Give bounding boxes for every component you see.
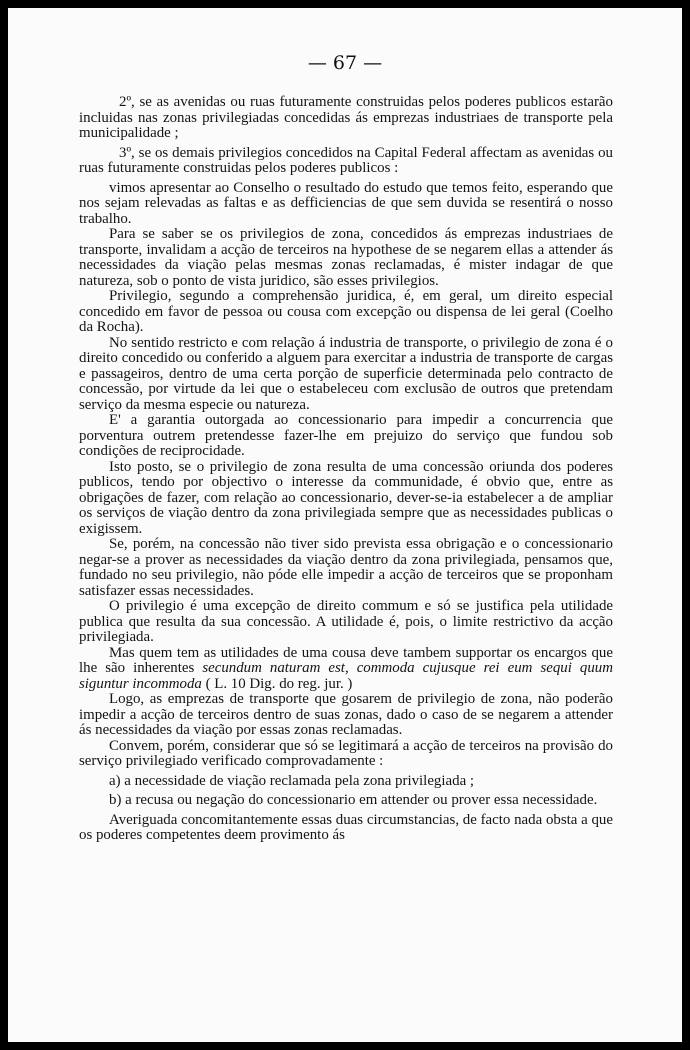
paragraph: Privilegio, segundo a comprehensão juridica, é, em geral, um direito especial concedido em favor de pessoa ou cousa com excepção ou dispensa de lei geral (Coelho da Rocha). (79, 288, 613, 335)
paragraph: 3º, se os demais privilegios concedidos na Capital Federal affectam as avenidas ou ruas futuramente construidas pelos poderes publicos : (79, 144, 613, 176)
paragraph: Para se saber se os privilegios de zona, concedidos ás emprezas industriaes de transporte, invalidam a acção de terceiros na hypothese de se negarem ellas a attender ás necessidades da viação pelas mesmas zonas reclamadas, é mister indagar de que natureza, sob o ponto de vista juridico, são esses privilegios. (79, 226, 613, 289)
paragraph: Convem, porém, considerar que só se legitimará a acção de terceiros na provisão do serviço privilegiado verificado comprovadamente : (79, 737, 613, 769)
document-body (79, 95, 613, 844)
document-page (8, 8, 682, 1042)
paragraph: O privilegio é uma excepção de direito commum e só se justifica pela utilidade publica que resulta da sua concessão. A utilidade é, pois, o limite restrictivo da acção privilegiada. (79, 598, 613, 645)
paragraph: Isto posto, se o privilegio de zona resulta de uma concessão oriunda dos poderes publicos, tendo por objectivo o interesse da communidade, é obvio que, entre as obrigações de fazer, com relação ao concessionario, dever-se-ia estabelecer a de ampliar os serviços de viação dentro da zona privilegiada sempre que as necessidades publicas o exigissem. (79, 458, 613, 537)
paragraph: Averiguada concomitantemente essas duas circumstancias, de facto nada obsta a que os poderes competentes deem provimento ás (79, 811, 613, 843)
paragraph-text: Mas quem tem as utilidades de uma cousa deve tambem supportar os encargos que lhe são inherentes (79, 644, 613, 676)
paragraph: 2º, se as avenidas ou ruas futuramente construidas pelos poderes publicos estarão incluidas nas zonas privilegiadas concedidas ás emprezas industriaes de transporte pela municipalidade ; (79, 94, 613, 141)
paragraph: Se, porém, na concessão não tiver sido prevista essa obrigação e o concessionario negar-se a prover as necessidades da viação dentro da zona privilegiada, pensamos que, fundado no seu privilegio, não póde elle impedir a acção de terceiros que se proponham satisfazer essas necessidades. (79, 536, 613, 599)
paragraph: E' a garantia outorgada ao concessionario para impedir a concurrencia que porventura outrem pretendesse fazer-lhe em prejuizo do serviço que fundou sob condições de reciprocidade. (79, 412, 613, 459)
page-number: — 67 — (307, 52, 383, 74)
list-item: a) a necessidade de viação reclamada pela zona privilegiada ; (109, 772, 475, 789)
latin-quotation: secundum naturam est, commoda cujusque rei eum sequi quum siguntur incommoda (79, 660, 613, 692)
paragraph: No sentido restricto e com relação á industria de transporte, o privilegio de zona é o direito concedido ou conferido a alguem para exercitar a industria de transporte de cargas e passageiros, dentro de uma certa porção de superficie determinada pelo contracto de concessão, por virtude da lei que o estabeleceu com exclusão de outros que pretendam serviço da mesma especie ou natureza. (79, 334, 613, 413)
citation: ( L. 10 Dig. do reg. jur. ) (201, 675, 353, 692)
paragraph: Logo, as emprezas de transporte que gosarem de privilegio de zona, não poderão impedir a acção de terceiros dentro de suas zonas, dado o caso de se negarem a attender ás necessidades da viação por essas zonas reclamadas. (79, 691, 613, 738)
paragraph (79, 646, 613, 693)
list-item: b) a recusa ou negação do concessionario em attender ou prover essa necessidade. (109, 792, 598, 808)
paragraph: vimos apresentar ao Conselho o resultado do estudo que temos feito, esperando que nos sejam relevadas as faltas e as defficiencias de que sem duvida se resentirá o nosso trabalho. (79, 179, 613, 227)
